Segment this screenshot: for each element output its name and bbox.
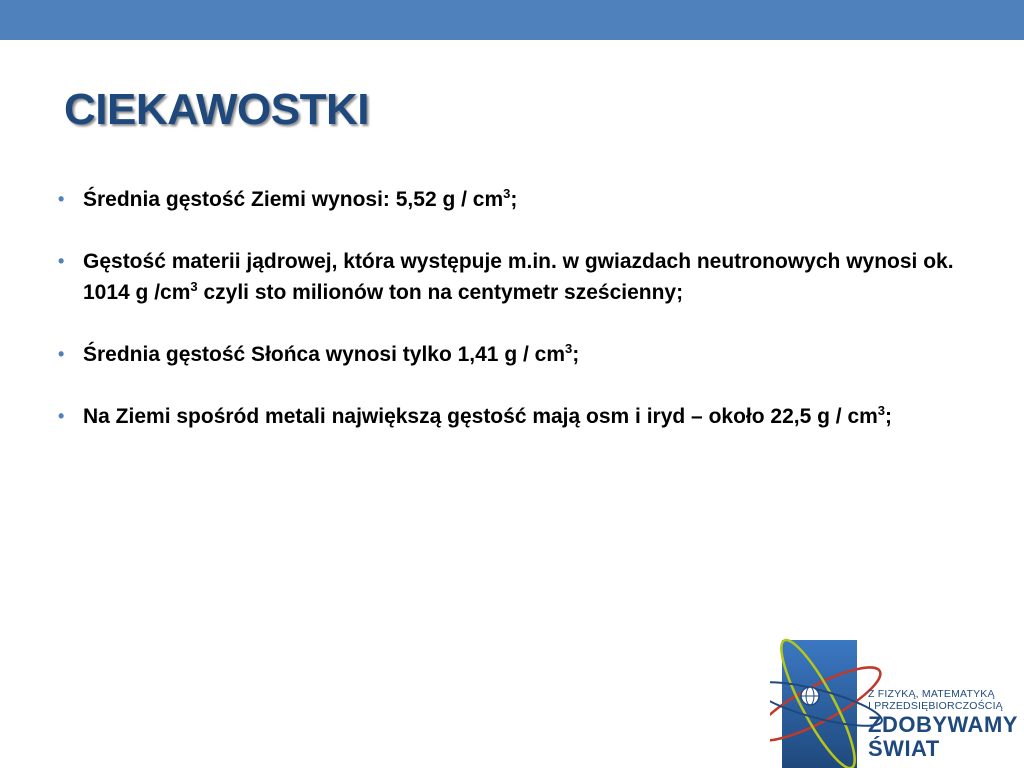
bullet-marker: • [58,406,65,426]
bullet-text: Na Ziemi spośród metali największą gęstość mają osm i iryd – około 22,5 g / cm [83,405,878,428]
bullet-text-tail: ; [572,343,580,366]
bullet-list [58,184,958,463]
logo-wordmark-2: ŚWIAT [868,736,940,761]
logo-tagline-2: I PRZEDSIĘBIORCZOŚCIĄ [868,700,1003,712]
superscript: 3 [190,279,198,294]
superscript: 3 [877,403,886,418]
superscript: 3 [503,186,511,201]
top-band [0,0,1024,40]
logo-wordmark-1: ZDOBYWAMY [868,712,1018,737]
bullet-text-tail: ; [510,188,518,211]
bullet-text-tail: ; [885,405,893,428]
bullet-item-nuclear-matter [58,246,958,308]
bullet-marker: • [58,251,65,271]
bullet-item-densest-metals [58,401,958,432]
bullet-text: Gęstość materii jądrowej, która występuje m.in. w gwiazdach neutronowych wynosi ok. 1014 g /cm [83,250,954,304]
logo-tagline-1: Z FIZYKĄ, MATEMATYKĄ [868,688,995,700]
slide-title: CIEKAWOSTKI [64,85,369,134]
bullet-item-sun-density [58,339,958,370]
program-logo [770,622,1024,768]
superscript: 3 [565,341,573,356]
bullet-marker: • [58,344,65,364]
bullet-text: Średnia gęstość Ziemi wynosi: 5,52 g / cm [83,188,504,211]
bullet-marker: • [58,189,65,209]
bullet-item-earth-density [58,184,958,215]
bullet-text-tail: czyli sto milionów ton na centymetr sześcienny; [197,281,684,304]
bullet-text: Średnia gęstość Słońca wynosi tylko 1,41 g / cm [83,343,566,366]
